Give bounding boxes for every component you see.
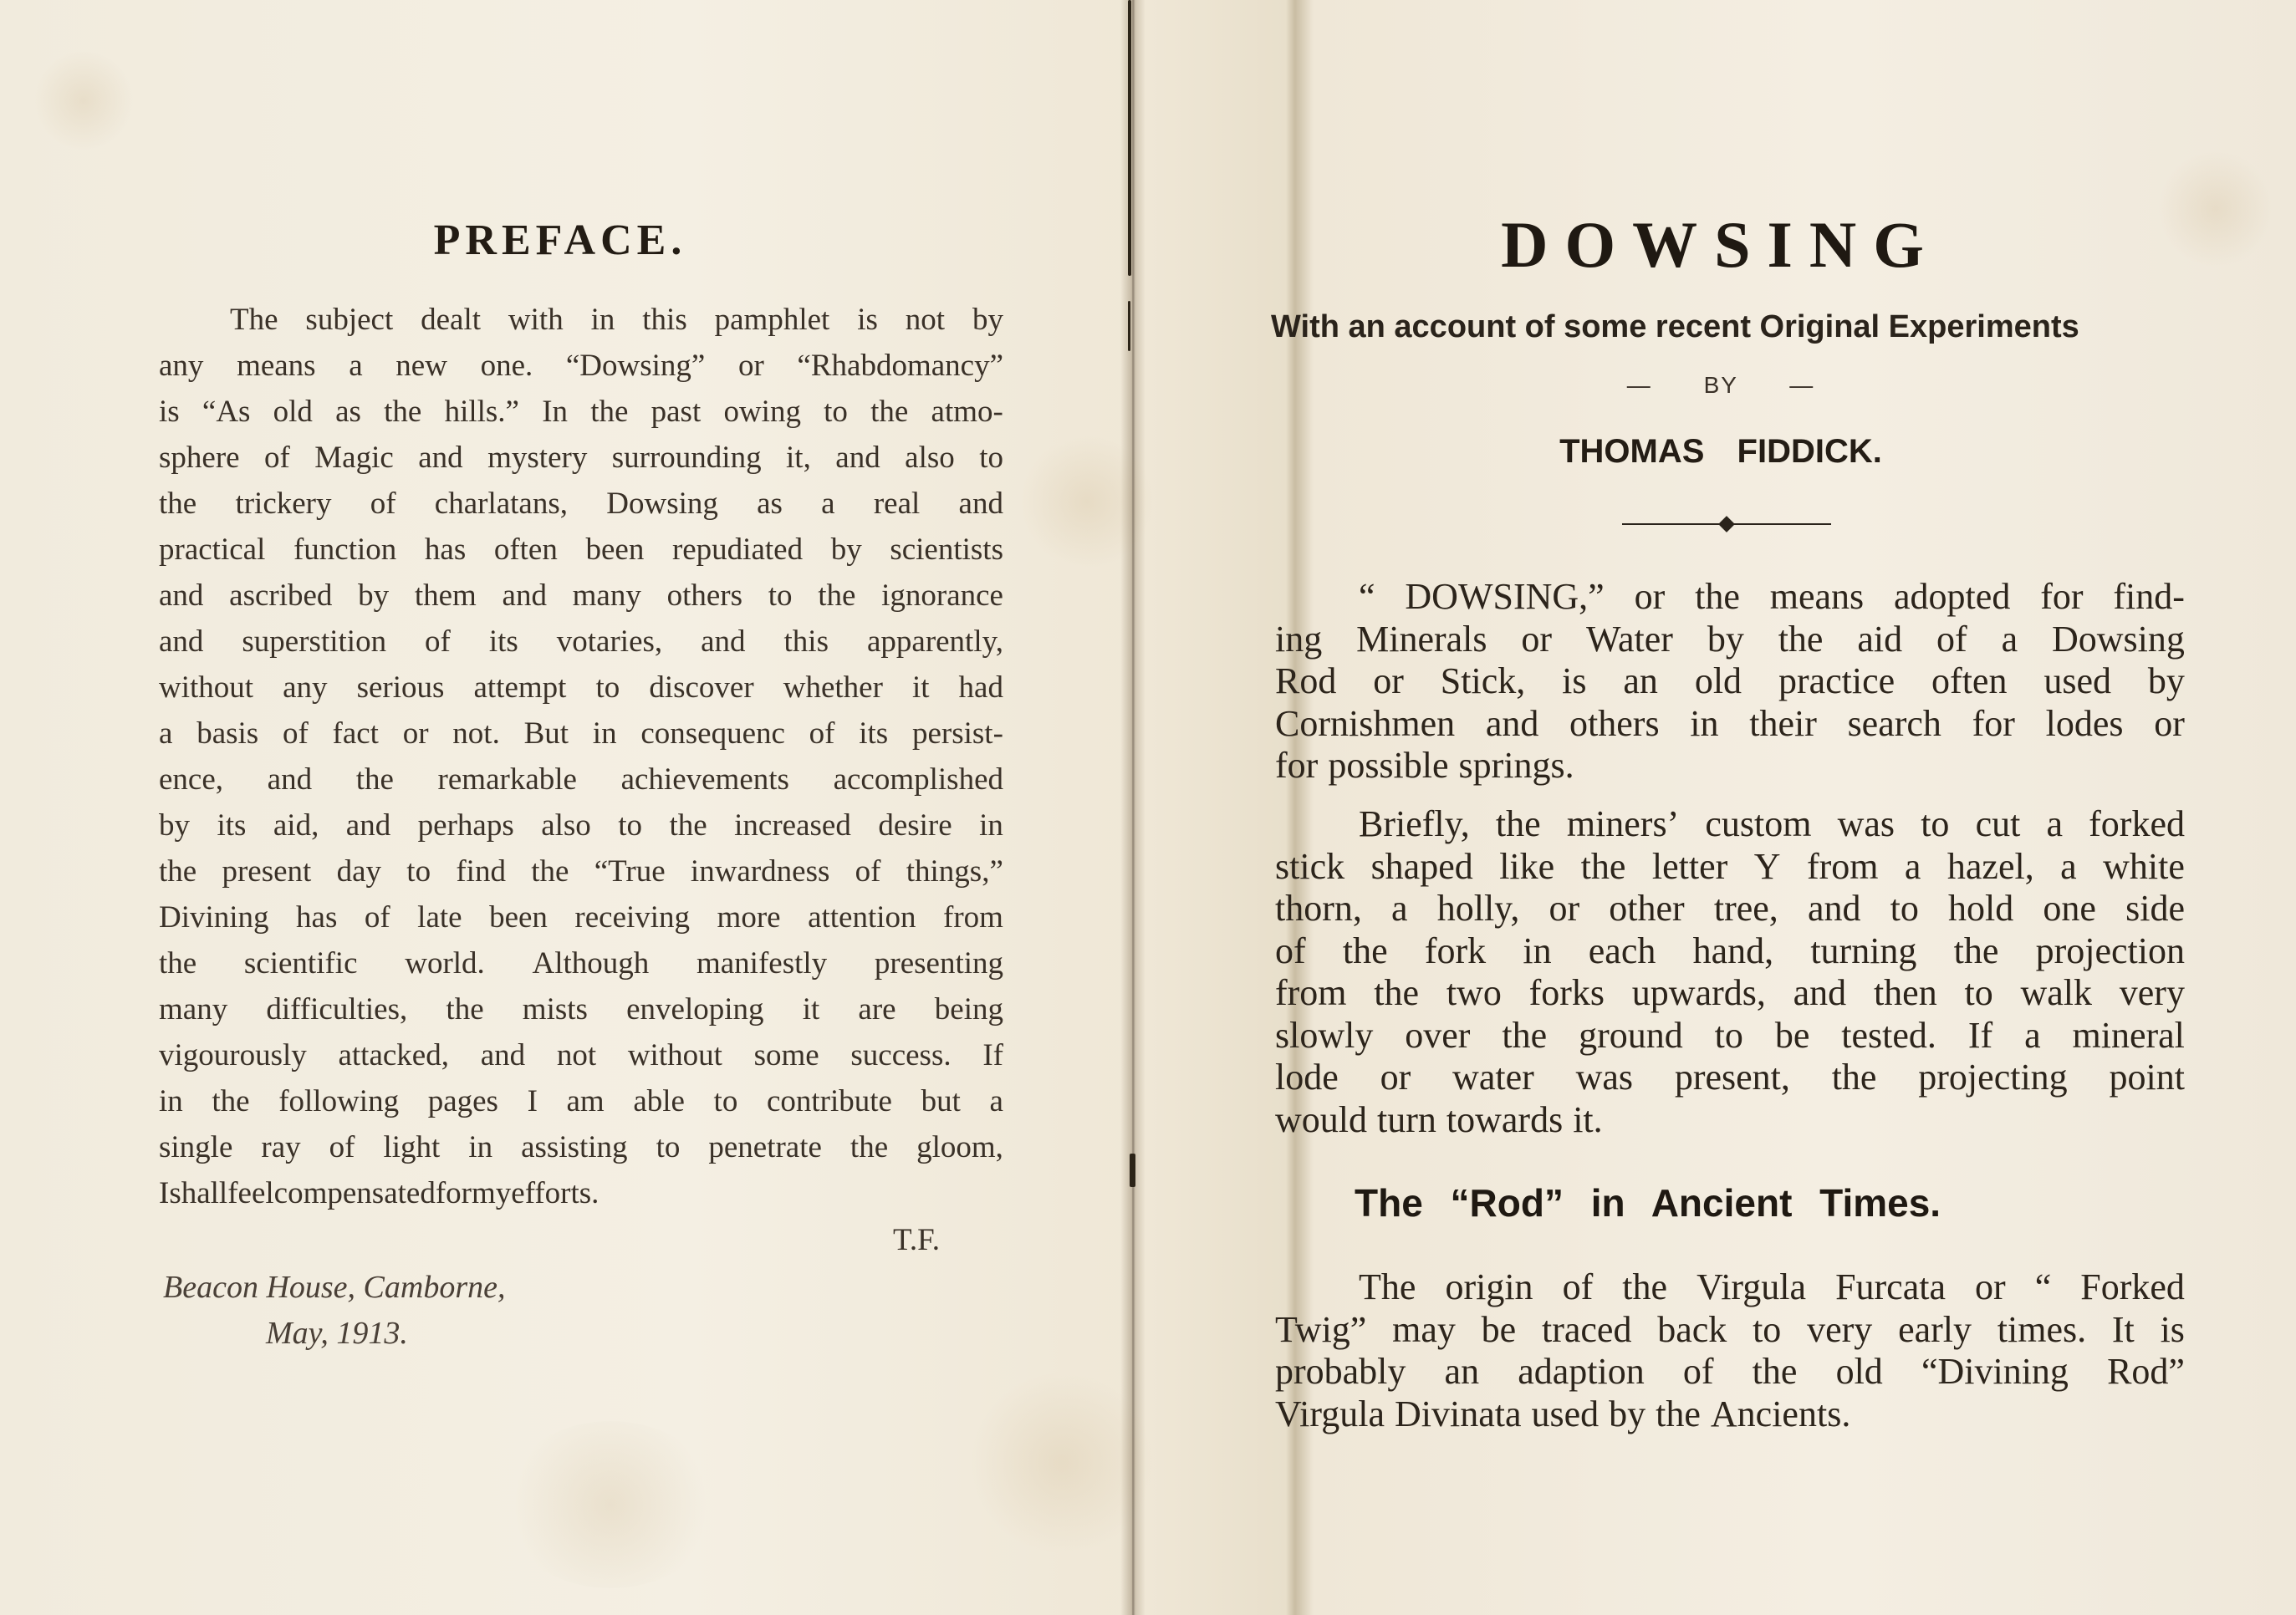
author-name: THOMAS FIDDICK. xyxy=(1559,433,1882,470)
text-line: in the following pages I am able to contribute but a xyxy=(159,1084,1003,1118)
section-heading: The “Rod” in Ancient Times. xyxy=(1355,1181,1941,1225)
book-title: DOWSING xyxy=(1501,208,1941,281)
text-line: of the fork in each hand, turning the projection xyxy=(1275,930,2185,971)
book-subtitle: With an account of some recent Original Experiments xyxy=(1271,309,2079,344)
text-line: the scientific world. Although manifestly presenting xyxy=(159,946,1003,981)
text-line: probably an adaption of the old “Divining Rod” xyxy=(1275,1351,2185,1392)
text-line: ence, and the remarkable achievements accomplished xyxy=(159,762,1003,797)
text-line: “ DOWSING,” or the means adopted for find- xyxy=(1359,576,2185,617)
by-line xyxy=(1145,372,2296,399)
text-line: vigourously attacked, and not without some success. If xyxy=(159,1038,1003,1072)
text-line: single ray of light in assisting to penetrate the gloom, xyxy=(159,1130,1003,1164)
text-line: ing Minerals or Water by the aid of a Dowsing xyxy=(1275,618,2185,660)
text-line: sphere of Magic and mystery surrounding it, and also to xyxy=(159,441,1003,475)
text-line: stick shaped like the letter Y from a hazel, a white xyxy=(1275,845,2185,887)
text-line: without any serious attempt to discover whether it had xyxy=(159,670,1003,705)
by-dash-left: — xyxy=(1626,372,1652,398)
text-line: The origin of the Virgula Furcata or “ Forked xyxy=(1359,1266,2185,1307)
preface-body xyxy=(159,297,1003,1216)
text-line: is “As old as the hills.” In the past owing to the atmo- xyxy=(159,395,1003,429)
text-line: thorn, a holly, or other tree, and to hold one side xyxy=(1275,888,2185,929)
by-label: BY xyxy=(1703,372,1738,398)
text-line: slowly over the ground to be tested. If a mineral xyxy=(1275,1014,2185,1056)
preface-title: PREFACE. xyxy=(433,217,687,264)
preface-date: May, 1913. xyxy=(266,1316,408,1351)
text-line: practical function has often been repudiated by scientists xyxy=(159,532,1003,567)
text-line: Twig” may be traced back to very early times. It is xyxy=(1275,1308,2185,1350)
text-line: would turn towards it. xyxy=(1275,1098,1603,1140)
text-line: from the two forks upwards, and then to walk very xyxy=(1275,972,2185,1013)
by-dash-right: — xyxy=(1789,372,1815,398)
paragraph-miners-custom xyxy=(1275,803,2185,1141)
text-line: Briefly, the miners’ custom was to cut a forked xyxy=(1359,803,2185,844)
text-line: any means a new one. “Dowsing” or “Rhabdomancy” xyxy=(159,349,1003,383)
text-line: for possible springs. xyxy=(1275,745,1574,786)
text-line: the present day to find the “True inwardness of things,” xyxy=(159,854,1003,889)
text-line: Rod or Stick, is an old practice often used by xyxy=(1275,660,2185,701)
text-line: Divining has of late been receiving more attention from xyxy=(159,900,1003,935)
text-line: I shall feel compensated for my efforts. xyxy=(159,1176,600,1210)
preface-place: Beacon House, Camborne, xyxy=(163,1270,506,1305)
text-line: and superstition of its votaries, and this apparently, xyxy=(159,624,1003,659)
text-line: lode or water was present, the projecting point xyxy=(1275,1057,2185,1098)
text-line: a basis of fact or not. But in consequenc of its persist- xyxy=(159,716,1003,751)
text-line: and ascribed by them and many others to the ignorance xyxy=(159,578,1003,613)
paragraph-dowsing-intro xyxy=(1275,576,2185,787)
paragraph-ancient-origin xyxy=(1275,1266,2185,1435)
text-line: Cornishmen and others in their search for lodes or xyxy=(1275,702,2185,744)
text-line: many difficulties, the mists enveloping it are being xyxy=(159,992,1003,1027)
text-line: the trickery of charlatans, Dowsing as a real and xyxy=(159,487,1003,521)
text-line: The subject dealt with in this pamphlet is not by xyxy=(230,303,1003,337)
text-line: Virgula Divinata used by the Ancients. xyxy=(1275,1393,1851,1434)
text-line: by its aid, and perhaps also to the increased desire in xyxy=(159,808,1003,843)
preface-signature: T.F. xyxy=(893,1223,940,1257)
